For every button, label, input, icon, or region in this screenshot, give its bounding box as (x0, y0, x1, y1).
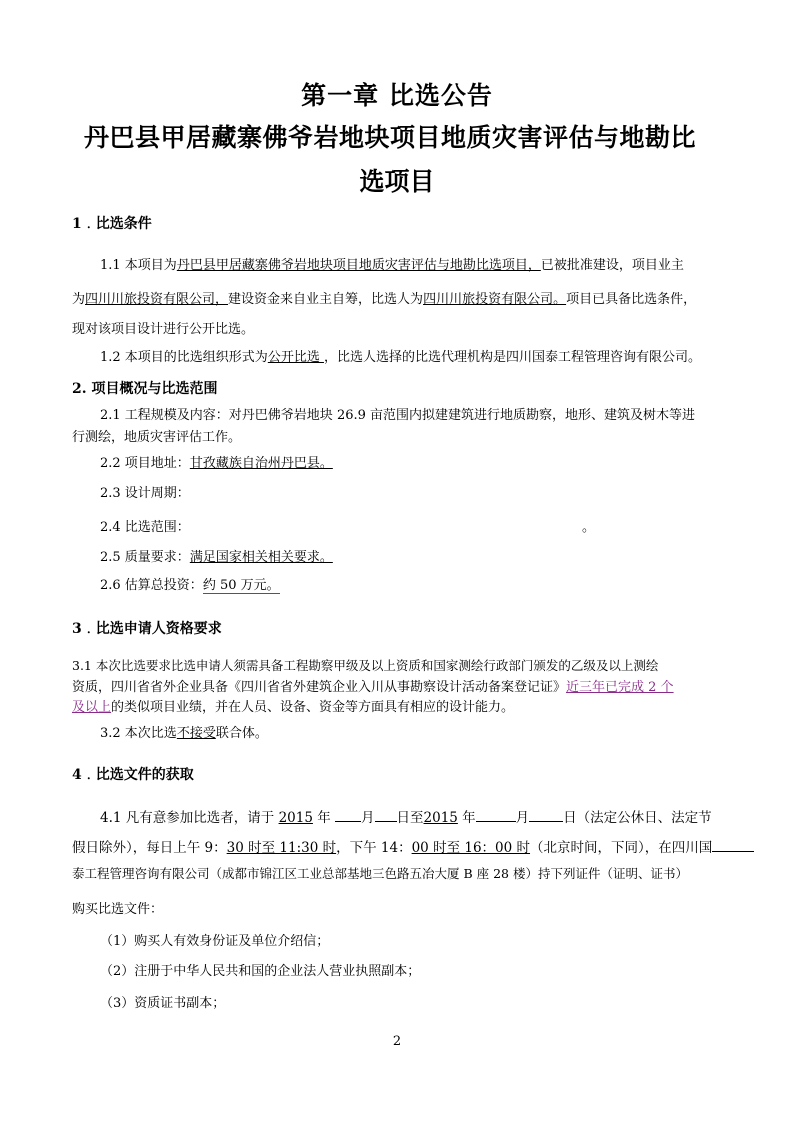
s3-p2 (100, 722, 268, 741)
text: 1.1 本项目为 (100, 258, 177, 273)
chapter-title: 第一章 比选公告 (301, 81, 493, 110)
text: 项目已具备比选条件， (566, 292, 697, 307)
section-4-heading: 4﹒比选文件的获取 (72, 767, 194, 783)
section-2-heading: 2. 项目概况与比选范围 (72, 381, 218, 397)
morning-hours: 30 时至 11:30 时 (226, 840, 337, 856)
text: 2.2 项目地址： (100, 456, 190, 471)
consortium-policy: 不接受 (176, 726, 216, 741)
text: 假日除外），每日上午 9： (72, 840, 227, 856)
s4-p4: 购买比选文件： (72, 902, 164, 917)
text: ，比选人选择的比选代理机构是四川国泰工程管理咨询有限公司。 (323, 350, 701, 365)
blank (335, 808, 361, 822)
s2-p3: 2.3 设计周期： (100, 486, 190, 501)
s2-p4-end: 。 (582, 520, 596, 535)
owner-name: 四川川旅投资有限公司， (85, 292, 229, 307)
page-number: 2 (392, 1034, 402, 1049)
text: 建设资金来自业主自筹， (228, 292, 372, 307)
text: 日至 (396, 810, 424, 826)
section-1-heading: 1﹒比选条件 (72, 216, 152, 232)
s2-p2 (100, 452, 333, 471)
project-name: 丹巴县甲居藏寨佛爷岩地块项目地质灾害评估与地勘比选项目， (176, 258, 541, 273)
s1-p2 (100, 346, 701, 365)
text: 4.1 凡有意参加比选者，请于 (100, 810, 279, 826)
text: 2.6 估算总投资： (100, 578, 203, 593)
text: ，下午 14： (336, 840, 412, 856)
quality-requirement: 满足国家相关相关要求。 (189, 550, 333, 565)
s1-p1-line2 (72, 288, 696, 307)
s2-p5 (100, 546, 333, 565)
blank (712, 838, 754, 852)
text: 月 (361, 810, 375, 826)
selection-form: 公开比选 (267, 350, 324, 365)
s4-item3: （3）资质证书副本； (100, 996, 226, 1011)
text: 已被批准建设，项目业主 (540, 258, 684, 273)
blank (476, 808, 516, 822)
selector-name: 四川川旅投资有限公司。 (423, 292, 567, 307)
s2-p1-line1: 2.1 工程规模及内容：对丹巴佛爷岩地块 26.9 亩范围内拟建建筑进行地质勘察，地形、建筑及树木等进 (100, 408, 696, 423)
project-title-line2: 选项目 (359, 167, 435, 196)
s2-p4-label: 2.4 比选范围： (100, 520, 190, 535)
project-address: 甘孜藏族自治州丹巴县。 (189, 456, 333, 471)
text: 为 (72, 292, 86, 307)
text: 年 (312, 810, 336, 826)
s3-p1-line2 (72, 676, 726, 695)
s4-item2: （2）注册于中华人民共和国的企业法人营业执照副本； (100, 964, 421, 979)
experience-requirement: 近三年已完成 2 个 (566, 680, 674, 695)
text: 比选人为 (371, 292, 424, 307)
text: 联合体。 (215, 726, 268, 741)
s4-p3: 泰工程管理咨询有限公司（成都市锦江区工业总部基地三色路五冶大厦 B 座 28 楼）持下列证件（证明、证书） (72, 866, 688, 881)
s4-p1 (100, 806, 712, 826)
text: （北京时间，下同），在四川国 (530, 840, 713, 856)
s4-p2 (72, 836, 754, 856)
blank (375, 808, 397, 822)
text: 2.5 质量要求： (100, 550, 190, 565)
text: 1.2 本项目的比选组织形式为 (100, 350, 268, 365)
end-year: 2015 (423, 810, 458, 826)
s2-p6 (100, 574, 280, 593)
s3-p1-line3 (72, 696, 514, 715)
experience-requirement-cont: 及以上 (72, 700, 112, 715)
s1-p1-line3: 现对该项目设计进行公开比选。 (72, 322, 255, 337)
s2-p1-line2: 行测绘，地质灾害评估工作。 (72, 430, 242, 445)
estimated-investment: 约 50 万元。 (202, 578, 280, 593)
text: 日（法定公休日、法定节 (563, 810, 712, 826)
section-3-heading: 3﹒比选申请人资格要求 (72, 621, 222, 637)
text: 月 (515, 810, 530, 826)
text: 的类似项目业绩，并在人员、设备、资金等方面具有相应的设计能力。 (111, 700, 515, 715)
s1-p1-line1 (100, 254, 684, 273)
text: 年 (457, 810, 476, 826)
blank (529, 808, 563, 822)
s3-p1-line1: 3.1 本次比选要求比选申请人须需具备工程勘察甲级及以上资质和国家测绘行政部门颁发的乙级及以上测绘 (72, 658, 659, 673)
text: 3.2 本次比选 (100, 726, 177, 741)
project-title-line1: 丹巴县甲居藏寨佛爷岩地块项目地质灾害评估与地勘比 (84, 123, 697, 152)
text: 资质，四川省省外企业具备《四川省省外建筑企业入川从事勘察设计活动备案登记证》 (72, 680, 567, 695)
start-year: 2015 (278, 810, 313, 826)
s4-item1: （1）购买人有效身份证及单位介绍信； (100, 934, 330, 949)
afternoon-hours: 00 时至 16：00 时 (411, 840, 531, 856)
